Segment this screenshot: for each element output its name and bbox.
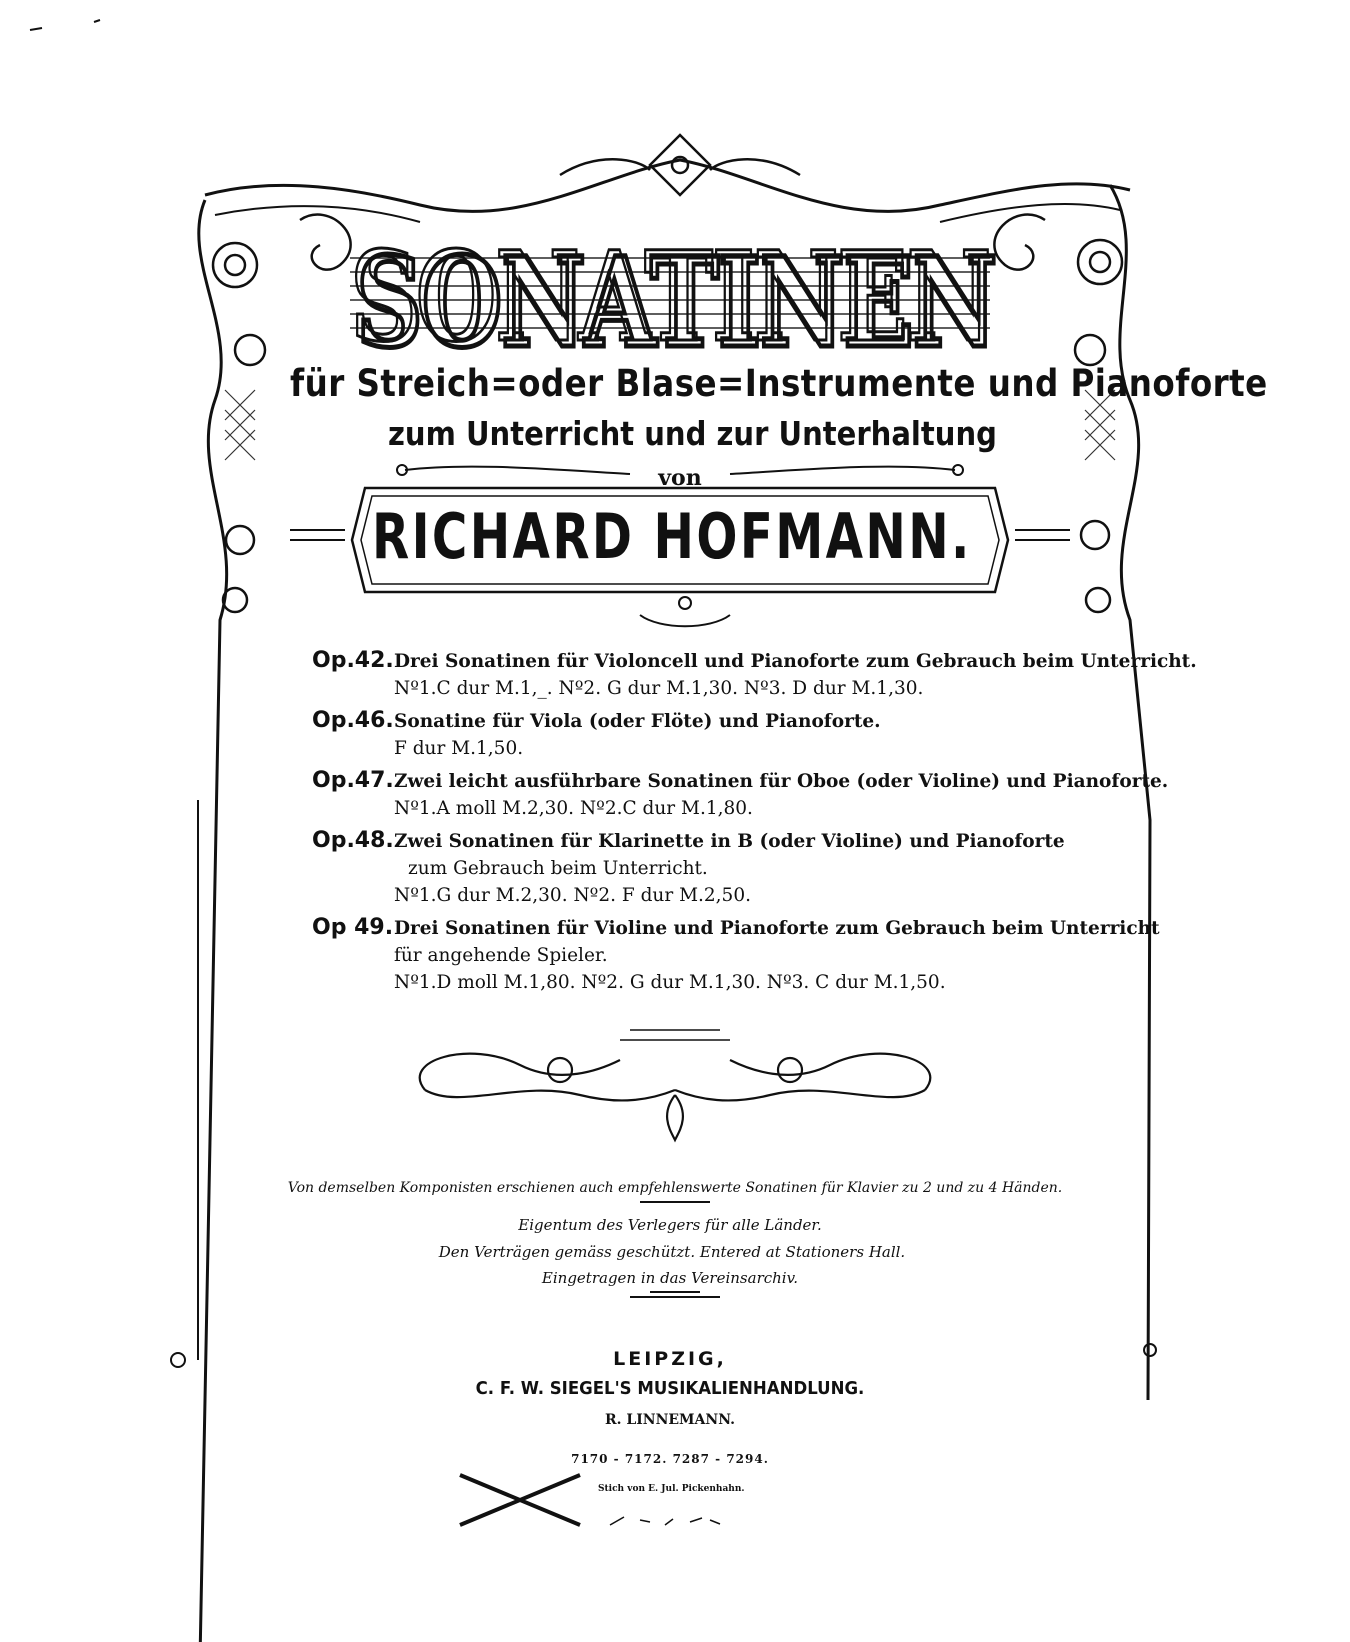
subtitle-purpose: zum Unterricht und zur Unterhaltung — [388, 414, 997, 453]
work-line: Sonatine für Viola (oder Flöte) und Pianoforte. — [394, 711, 881, 732]
other-works-note: Von demselben Komponisten erschienen auch empfehlenswerte Sonatinen für Klavier zu 2 und zu 4 Händen. — [287, 1180, 1063, 1196]
by-label: von — [658, 465, 702, 491]
publisher-city: LEIPZIG, — [613, 1348, 727, 1370]
work-entry — [312, 648, 1197, 702]
work-line: F dur M.1,50. — [394, 738, 524, 759]
opus-number: Op 49. — [312, 915, 394, 940]
opus-number: Op.46. — [312, 708, 394, 733]
svg-text:SONATINEN: SONATINEN — [356, 231, 996, 358]
work-line: Nº1.C dur M.1,_. Nº2. G dur M.1,30. Nº3. D dur M.1,30. — [394, 678, 924, 699]
svg-text:SONATINEN: SONATINEN — [350, 228, 990, 358]
publisher-owner: R. LINNEMANN. — [605, 1412, 735, 1428]
work-entry — [312, 828, 1092, 909]
work-line: Zwei leicht ausführbare Sonatinen für Oboe (oder Violine) und Pianoforte. — [394, 771, 1169, 792]
plate-numbers: 7170 - 7172. 7287 - 7294. — [571, 1452, 769, 1466]
copyright-line-2: Den Verträgen gemäss geschützt. Entered at Stationers Hall. — [438, 1243, 906, 1261]
work-line: Nº1.A moll M.2,30. Nº2.C dur M.1,80. — [394, 798, 753, 819]
engraver-credit: Stich von E. Jul. Pickenhahn. — [598, 1484, 745, 1494]
work-line: Drei Sonatinen für Violoncell und Pianoforte zum Gebrauch beim Unterricht. — [394, 651, 1197, 672]
work-line: Zwei Sonatinen für Klarinette in B (oder Violine) und Pianoforte — [394, 831, 1065, 852]
opus-number: Op.42. — [312, 648, 394, 673]
work-line: Drei Sonatinen für Violine und Pianoforte zum Gebrauch beim Unterricht — [394, 918, 1160, 939]
opus-number: Op.47. — [312, 768, 394, 793]
work-entry — [312, 768, 1169, 822]
work-line: zum Gebrauch beim Unterricht. — [408, 858, 708, 879]
works-list — [312, 648, 1197, 1002]
work-line: für angehende Spieler. — [394, 945, 608, 966]
publisher-name: C. F. W. SIEGEL'S MUSIKALIENHANDLUNG. — [475, 1378, 865, 1399]
work-entry — [312, 915, 1160, 996]
copyright-line-3: Eingetragen in das Vereinsarchiv. — [541, 1269, 799, 1287]
opus-number: Op.48. — [312, 828, 394, 853]
work-line: Nº1.D moll M.1,80. Nº2. G dur M.1,30. Nº3. C dur M.1,50. — [394, 972, 946, 993]
composer-name: RICHARD HOFMANN. — [372, 500, 972, 573]
work-entry — [312, 708, 1092, 762]
copyright-line-1: Eigentum des Verlegers für alle Länder. — [518, 1216, 822, 1234]
title-sonatinen — [340, 228, 1000, 358]
work-line: Nº1.G dur M.2,30. Nº2. F dur M.2,50. — [394, 885, 751, 906]
subtitle-instruments: für Streich=oder Blase=Instrumente und Pianoforte — [290, 362, 1268, 405]
